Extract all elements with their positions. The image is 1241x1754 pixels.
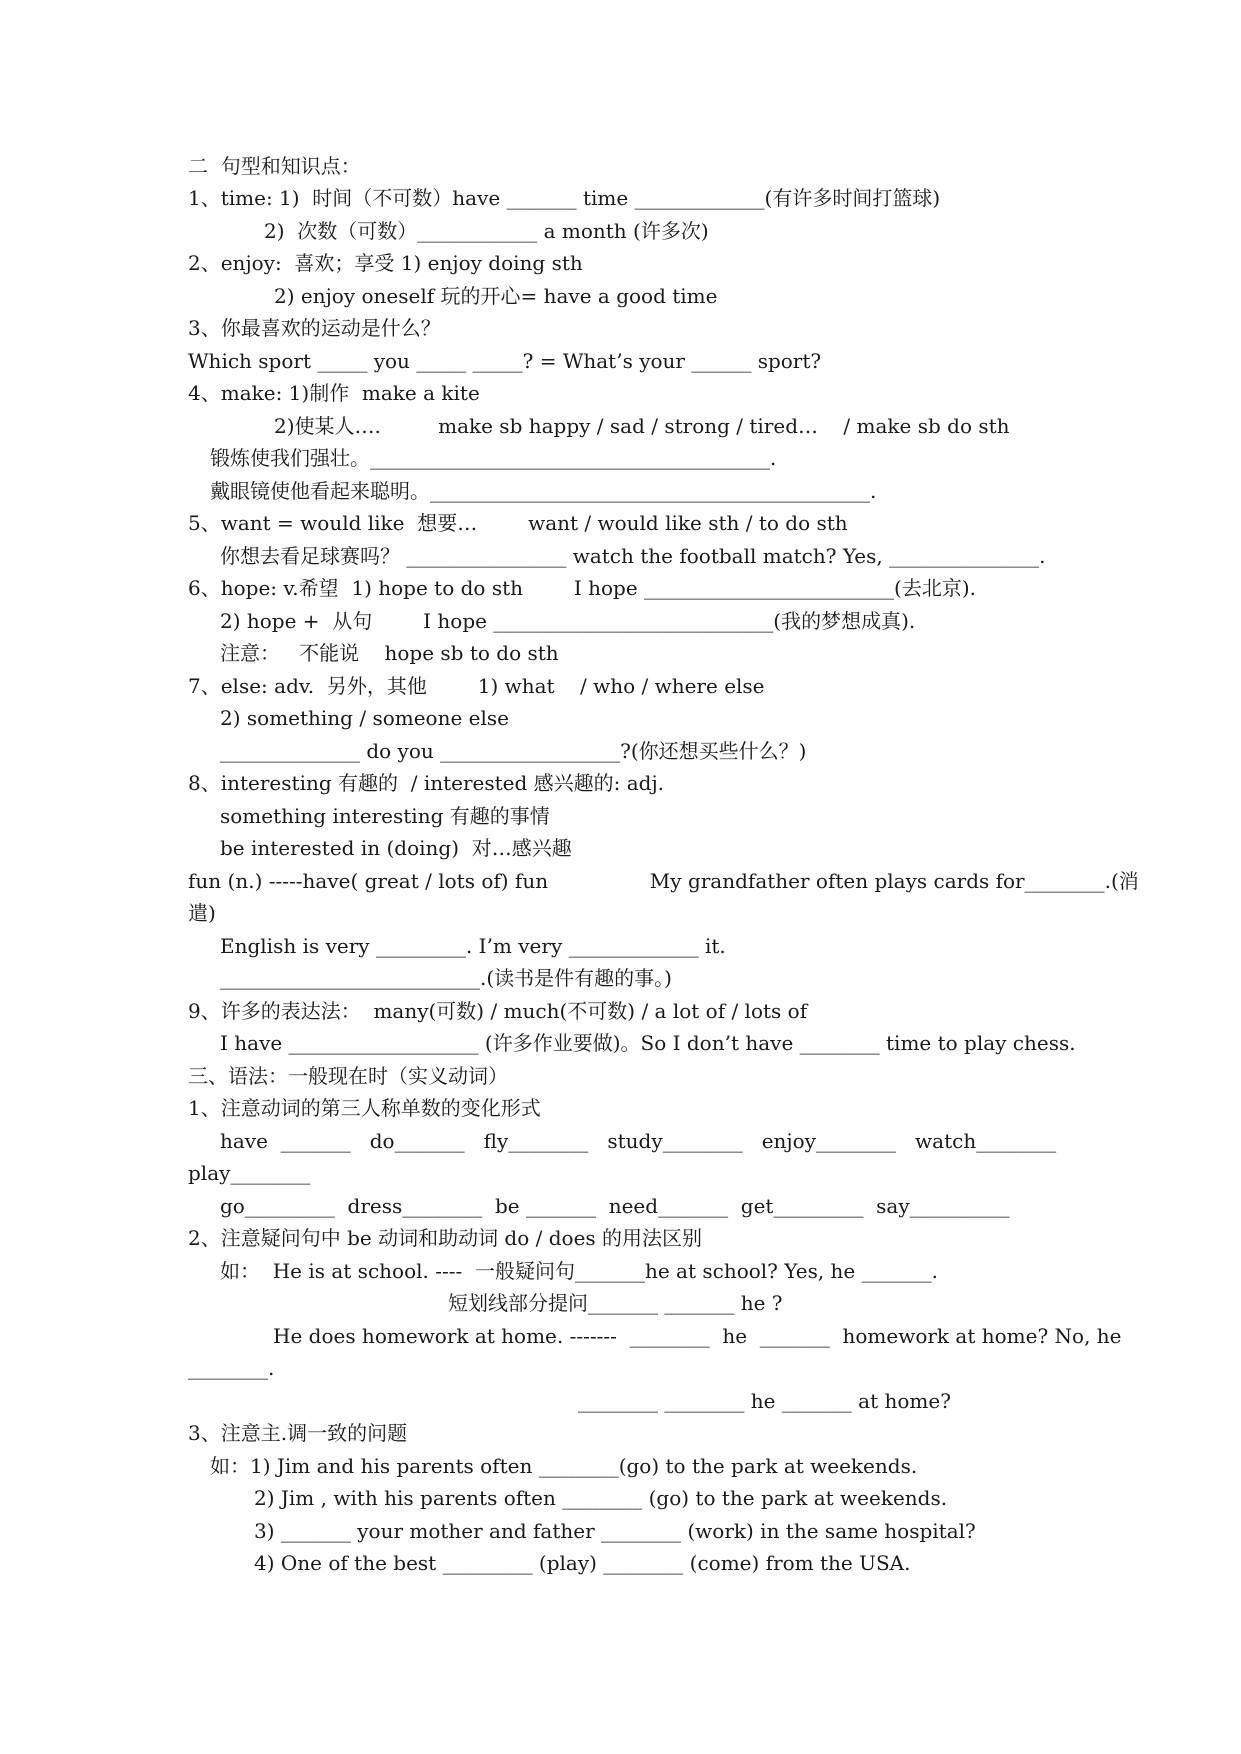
item-6-note: 注意： 不能说 hope sb to do sth bbox=[220, 641, 559, 665]
item-3-favorite-sport: 3、你最喜欢的运动是什么？ bbox=[188, 316, 441, 340]
grammar-1-verbs-wrap: play________ bbox=[188, 1161, 311, 1185]
item-6-hope: 6、hope: v.希望 1) hope to do sth I hope _________________________(去北京). bbox=[188, 576, 976, 600]
grammar-3-agreement: 3、注意主.调一致的问题 bbox=[188, 1421, 408, 1445]
item-5-want: 5、want = would like 想要… want / would like sth / to do sth bbox=[188, 511, 848, 535]
item-8-something-interesting: something interesting 有趣的事情 bbox=[220, 804, 550, 828]
grammar-1-verbs-row1: have _______ do_______ fly________ study________ enjoy________ watch________ bbox=[220, 1129, 1057, 1153]
item-4-exercise-b: 戴眼镜使他看起来聪明。____________________________________________. bbox=[210, 479, 877, 503]
item-2-enjoy: 2、enjoy: 喜欢；享受 1) enjoy doing sth bbox=[188, 251, 583, 275]
item-2-enjoy-sub2: 2) enjoy oneself 玩的开心= have a good time bbox=[274, 284, 718, 308]
item-8-fun-wrap: 遣) bbox=[188, 901, 216, 925]
item-7-else: 7、else: adv. 另外，其他 1) what / who / where else bbox=[188, 674, 765, 698]
grammar-2-be-do: 2、注意疑问句中 be 动词和助动词 do / does 的用法区别 bbox=[188, 1226, 703, 1250]
grammar-2-example-b: 短划线部分提问_______ _______ he ? bbox=[448, 1291, 783, 1315]
item-1-time: 1、time: 1) 时间（不可数）have _______ time _____________(有许多时间打篮球) bbox=[188, 186, 941, 210]
item-4-make: 4、make: 1)制作 make a kite bbox=[188, 381, 480, 405]
grammar-2-example-c-wrap: ________. bbox=[188, 1356, 275, 1380]
grammar-3-exercise-4: 4) One of the best _________ (play) ________ (come) from the USA. bbox=[254, 1551, 911, 1575]
item-8-fun: fun (n.) -----have( great / lots of) fun My grandfather often plays cards for________.(消 bbox=[188, 869, 1139, 893]
grammar-1-verbs-row2: go_________ dress________ be _______ need_______ get_________ say__________ bbox=[220, 1194, 1010, 1218]
item-4-make-sub2: 2)使某人…. make sb happy / sad / strong / tired… / make sb do sth bbox=[274, 414, 1010, 438]
item-7-else-sub2: 2) something / someone else bbox=[220, 706, 509, 730]
item-6-hope-sub2: 2) hope + 从句 I hope ____________________________(我的梦想成真). bbox=[220, 609, 916, 633]
grammar-2-example-a: 如： He is at school. ---- 一般疑问句_______he at school? Yes, he _______. bbox=[220, 1259, 938, 1283]
grammar-3-exercise-3: 3) _______ your mother and father ________ (work) in the same hospital? bbox=[254, 1519, 976, 1543]
grammar-1-third-person: 1、注意动词的第三人称单数的变化形式 bbox=[188, 1096, 541, 1120]
item-8-interested-in: be interested in (doing) 对…感兴趣 bbox=[220, 836, 572, 860]
item-1-time-sub2: 2) 次数（可数）____________ a month (许多次) bbox=[264, 219, 709, 243]
grammar-3-exercise-2: 2) Jim , with his parents often ________ (go) to the park at weekends. bbox=[254, 1486, 948, 1510]
item-9-exercise: I have ___________________ (许多作业要做)。So I don’t have ________ time to play chess. bbox=[220, 1031, 1076, 1055]
item-8-exercise-a: English is very _________. I’m very _____________ it. bbox=[220, 934, 726, 958]
grammar-2-example-c: He does homework at home. ------- ________ he _______ homework at home? No, he bbox=[273, 1324, 1122, 1348]
grammar-2-example-d: ________ ________ he _______ at home? bbox=[578, 1389, 951, 1413]
item-5-exercise: 你想去看足球赛吗？ ________________ watch the football match? Yes, _______________. bbox=[220, 544, 1046, 568]
section-heading-sentence-patterns: 二 句型和知识点： bbox=[188, 154, 361, 178]
grammar-3-exercise-1: 如：1) Jim and his parents often ________(go) to the park at weekends. bbox=[210, 1454, 918, 1478]
item-9-many-expressions: 9、许多的表达法： many(可数) / much(不可数) / a lot of / lots of bbox=[188, 999, 808, 1023]
item-3-exercise: Which sport _____ you _____ _____? = What’s your ______ sport? bbox=[188, 349, 822, 373]
item-4-exercise-a: 锻炼使我们强壮。________________________________________. bbox=[210, 446, 777, 470]
section-heading-grammar: 三、语法：一般现在时（实义动词） bbox=[188, 1064, 508, 1088]
item-7-exercise: ______________ do you __________________?(你还想买些什么？) bbox=[220, 739, 807, 763]
item-8-interesting: 8、interesting 有趣的 / interested 感兴趣的: adj. bbox=[188, 771, 665, 795]
item-8-exercise-b: __________________________.(读书是件有趣的事。) bbox=[220, 966, 672, 990]
